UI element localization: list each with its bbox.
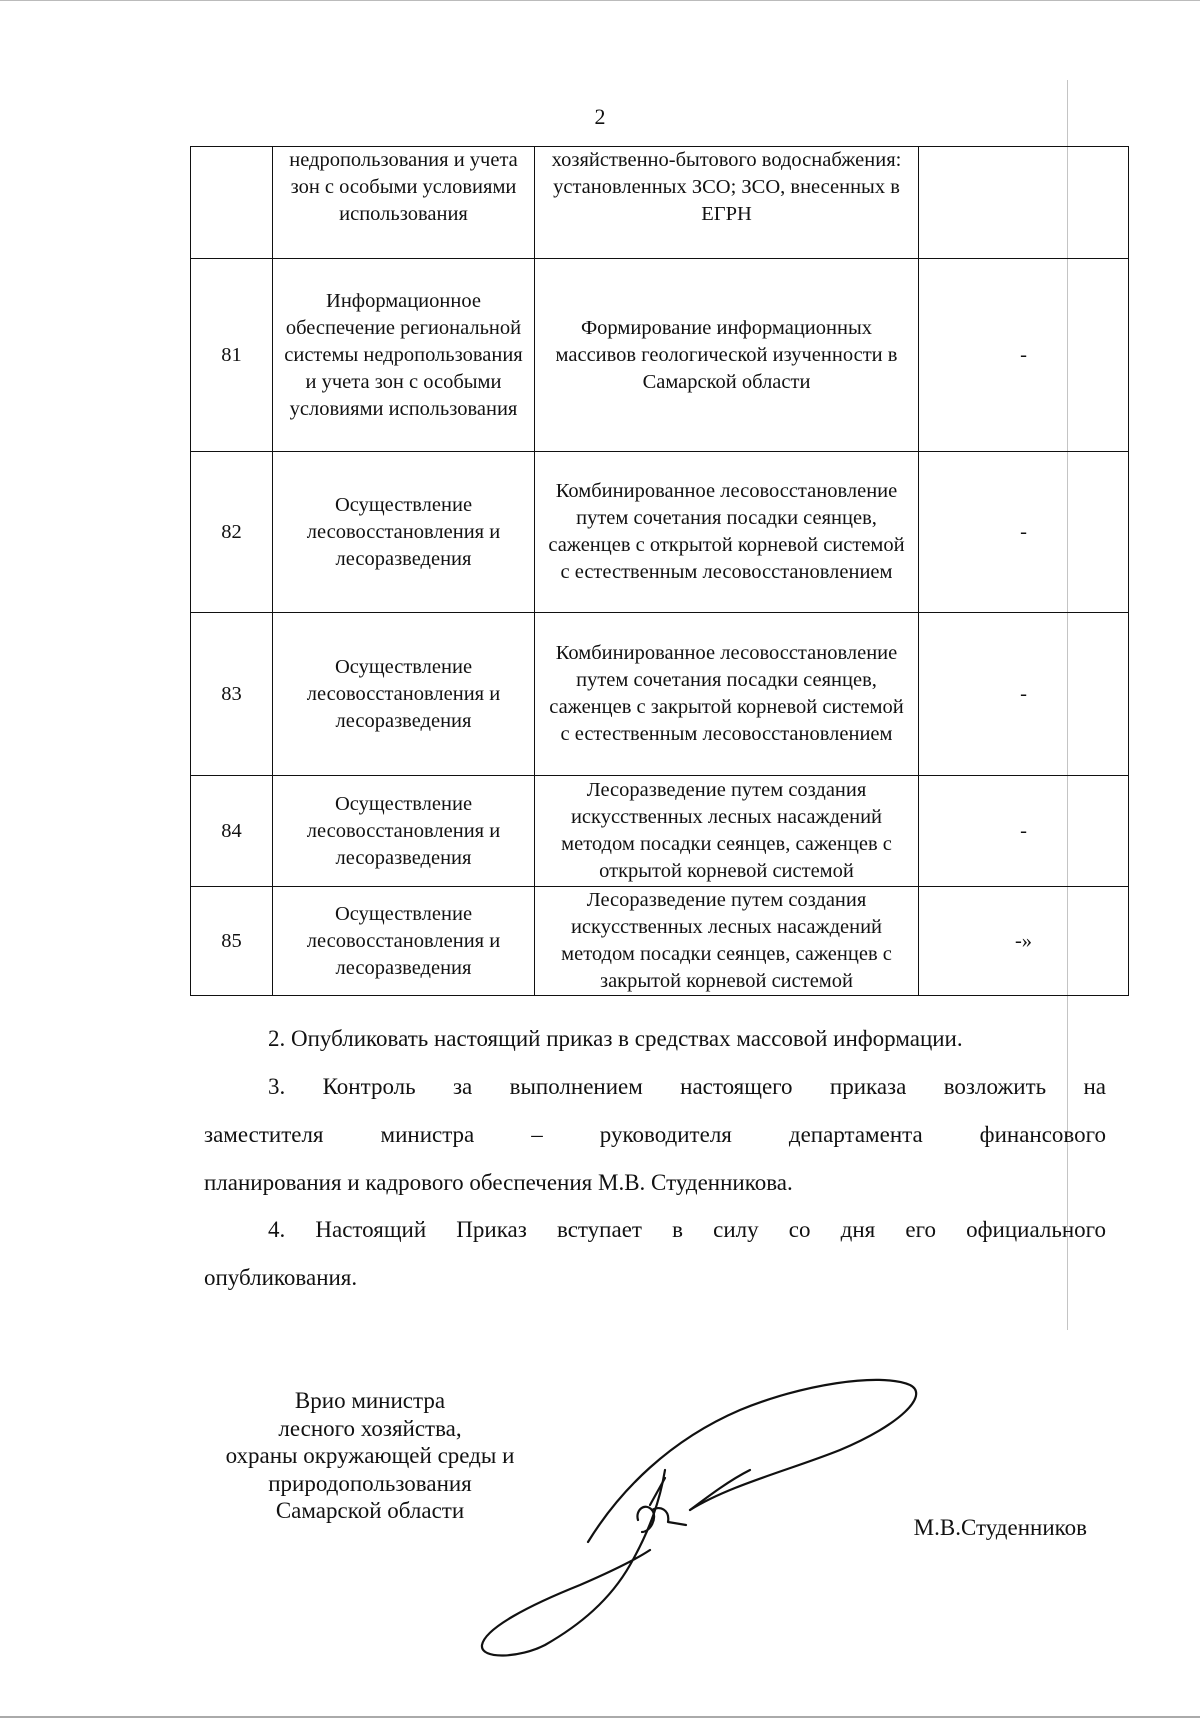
row-section: Осуществление лесовосстановления и лесоразведения (273, 452, 535, 613)
row-number: 85 (191, 887, 273, 996)
signatory-position-line: Врио министра (294, 1388, 446, 1413)
row-description: хозяйственно-бытового водоснабжения: установленных ЗСО; ЗСО, внесенных в ЕГРН (535, 147, 919, 259)
row-note: -» (919, 887, 1129, 996)
scan-edge-bottom (0, 1716, 1200, 1718)
row-section: Осуществление лесовосстановления и лесоразведения (273, 887, 535, 996)
row-note: - (919, 776, 1129, 887)
row-description: Комбинированное лесовосстановление путем сочетания посадки сеянцев, саженцев с открытой корневой системой с естественным лесовосстановлением (535, 452, 919, 613)
table-row (191, 887, 1129, 996)
handwritten-signature (460, 1360, 940, 1660)
row-description: Формирование информационных массивов геологической изученности в Самарской области (535, 259, 919, 452)
paragraph-3-line-3: планирования и кадрового обеспечения М.В. Студенникова. (204, 1170, 793, 1195)
signatory-position-line: природопользования (268, 1470, 472, 1496)
signatory-position-line: охраны окружающей среды и (225, 1443, 515, 1468)
paragraph-3-line-2: заместителя министра – руководителя департамента финансового (204, 1122, 1106, 1147)
row-number: 82 (191, 452, 273, 613)
table-row (191, 776, 1129, 887)
paragraph-4-line-2: опубликования. (204, 1265, 358, 1290)
items-table (190, 146, 1129, 996)
paragraph-3-line-1: 3. Контроль за выполнением настоящего приказа возложить на (268, 1074, 1106, 1099)
row-number (191, 147, 273, 259)
paragraph-2 (204, 1015, 1106, 1063)
paragraph-4-line-1: 4. Настоящий Приказ вступает в силу со дня его официального (268, 1217, 1106, 1242)
row-description: Лесоразведение путем создания искусственных лесных насаждений методом посадки сеянцев, саженцев с закрытой корневой системой (535, 887, 919, 996)
signatory-name: М.В.Студенников (913, 1515, 1087, 1540)
table-row (191, 147, 1129, 259)
row-section: Информационное обеспечение региональной системы недропользования и учета зон с особыми условиями использования (273, 259, 535, 452)
row-note: - (919, 613, 1129, 776)
scan-edge-top (0, 0, 1200, 1)
row-number: 81 (191, 259, 273, 452)
row-description: Комбинированное лесовосстановление путем сочетания посадки сеянцев, саженцев с закрытой корневой системой с естественным лесовосстановлением (535, 613, 919, 776)
signatory-position-line: лесного хозяйства, (278, 1415, 462, 1441)
paragraph-2-text: 2. Опубликовать настоящий приказ в средствах массовой информации. (268, 1026, 963, 1051)
signatory-position-line: Самарской области (275, 1498, 465, 1523)
row-note (919, 147, 1129, 259)
table-row (191, 259, 1129, 452)
row-note: - (919, 259, 1129, 452)
row-number: 84 (191, 776, 273, 887)
row-note: - (919, 452, 1129, 613)
paragraph-3 (204, 1063, 1106, 1207)
row-section: недропользования и учета зон с особыми условиями использования (273, 147, 535, 259)
row-description: Лесоразведение путем создания искусственных лесных насаждений методом посадки сеянцев, саженцев с открытой корневой системой (535, 776, 919, 887)
row-number: 83 (191, 613, 273, 776)
row-section: Осуществление лесовосстановления и лесоразведения (273, 776, 535, 887)
paragraph-4 (204, 1206, 1106, 1302)
row-section: Осуществление лесовосстановления и лесоразведения (273, 613, 535, 776)
table-row (191, 452, 1129, 613)
page-number: 2 (594, 104, 606, 129)
table-row (191, 613, 1129, 776)
